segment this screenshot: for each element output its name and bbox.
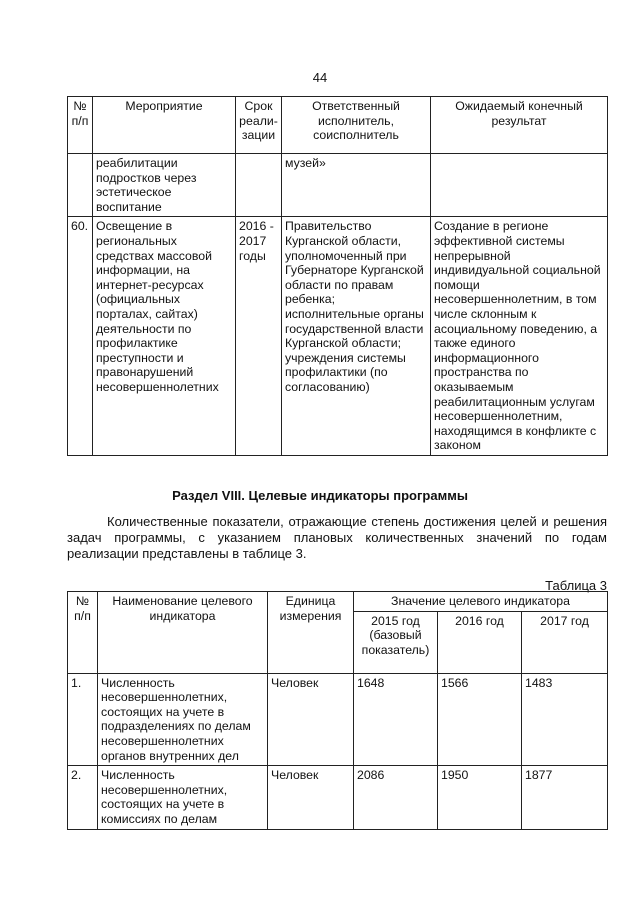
cell-indicator-name: Численность несовершеннолетних, состоящих на учете в комиссиях по делам (98, 766, 268, 829)
cell-unit: Человек (268, 673, 354, 766)
section-title: Раздел VIII. Целевые индикаторы программы (172, 488, 468, 503)
cell-value-2016: 1950 (438, 766, 522, 829)
header-responsible: Ответственный исполнитель, соисполнитель (282, 97, 431, 154)
cell-value-2015: 2086 (354, 766, 438, 829)
table-row (68, 154, 608, 217)
cell-result (431, 154, 608, 217)
header-year-2016: 2016 год (438, 611, 522, 673)
table-row (68, 673, 608, 766)
table-caption: Таблица 3 (545, 578, 607, 593)
cell-result: Создание в регионе эффективной системы непрерывной индивидуальной социальной помощи несовершеннолетним, в том числе склонным к асоциальному поведению, а также единого информационного пространства по оказываемым реабилитационным услугам несовершеннолетним, находящимся в конфликте с законом (431, 217, 608, 456)
header-num: № п/п (68, 592, 98, 674)
header-year-2015: 2015 год (базовый показатель) (354, 611, 438, 673)
table-row (68, 766, 608, 829)
intro-paragraph: Количественные показатели, отражающие степень достижения целей и решения задач программы, с указанием плановых количественных значений по годам реализации представлены в таблице 3. (67, 514, 607, 561)
cell-num: 2. (68, 766, 98, 829)
cell-num (68, 154, 93, 217)
header-value-group: Значение целевого индикатора (354, 592, 608, 612)
cell-num: 60. (68, 217, 93, 456)
table-header-row (68, 592, 608, 612)
table-row (68, 217, 608, 456)
cell-value-2016: 1566 (438, 673, 522, 766)
measures-table (67, 96, 608, 456)
cell-indicator-name: Численность несовершеннолетних, состоящих на учете в подразделениях по делам несовершеннолетних органов внутренних дел (98, 673, 268, 766)
cell-responsible: Правительство Курганской области, уполномоченный при Губернаторе Курганской области по правам ребенка; исполнительные органы государственной власти Курганской области; учреждения системы профилактики (по согласованию) (282, 217, 431, 456)
header-unit: Единица измерения (268, 592, 354, 674)
cell-measure: Освещение в региональных средствах массовой информации, на интернет-ресурсах (официальных порталах, сайтах) деятельности по профилактике преступности и правонарушений несовершеннолетних (93, 217, 236, 456)
header-term: Срок реали-зации (236, 97, 282, 154)
cell-responsible: музей» (282, 154, 431, 217)
header-year-2017: 2017 год (522, 611, 608, 673)
cell-unit: Человек (268, 766, 354, 829)
cell-term: 2016 - 2017 годы (236, 217, 282, 456)
page-number: 44 (312, 70, 328, 85)
cell-value-2015: 1648 (354, 673, 438, 766)
cell-term (236, 154, 282, 217)
cell-value-2017: 1483 (522, 673, 608, 766)
indicators-table (67, 591, 608, 830)
header-num: № п/п (68, 97, 93, 154)
cell-value-2017: 1877 (522, 766, 608, 829)
cell-measure: реабилитации подростков через эстетическое воспитание (93, 154, 236, 217)
header-indicator-name: Наименование целевого индикатора (98, 592, 268, 674)
header-result: Ожидаемый конечный результат (431, 97, 608, 154)
header-measure: Мероприятие (93, 97, 236, 154)
table-header-row (68, 97, 608, 154)
cell-num: 1. (68, 673, 98, 766)
